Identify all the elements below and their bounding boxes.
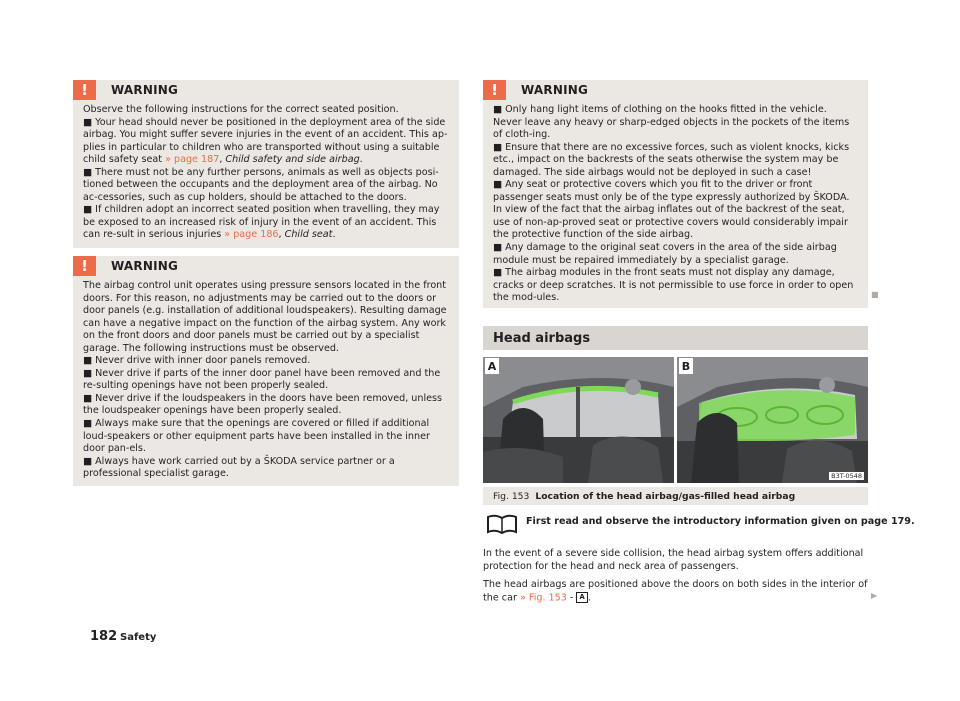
figure-label: B xyxy=(679,358,693,374)
figure-link[interactable]: » Fig. 153 xyxy=(519,592,567,604)
warning-body xyxy=(83,276,449,481)
section-header xyxy=(483,326,868,350)
warning-bullet: ■ Always make sure that the openings are covered or filled if additional loud-speakers or other equipment parts have been installed in the inner door pan-els. xyxy=(83,418,430,455)
figure-b-gas-filled-airbag xyxy=(677,357,868,483)
warning-exclamation-icon: ! xyxy=(73,80,96,100)
warning-header xyxy=(83,256,449,276)
chapter-label: Safety xyxy=(120,632,157,643)
first-read-notice: First read and observe the introductory information given on page 179. xyxy=(526,516,915,527)
warning-bullet: ■ The airbag modules in the front seats must not display any damage, cracks or deep scratches. It is not permissible to use force in order to open the mod-ules. xyxy=(493,267,854,304)
page-link[interactable]: » page 187 xyxy=(165,154,220,166)
warning-exclamation-icon: ! xyxy=(73,256,96,276)
warning-body xyxy=(83,100,449,242)
warning-bullet: ■ Always have work carried out by a ŠKODA service partner or a professional specialist garage. xyxy=(83,455,395,480)
warning-title: WARNING xyxy=(111,259,179,273)
warning-intro: Observe the following instructions for the correct seated position. xyxy=(83,104,399,115)
figure-label: A xyxy=(485,358,499,374)
warning-box-seating xyxy=(73,80,459,248)
page-link[interactable]: » page 186 xyxy=(224,229,279,241)
figure-caption xyxy=(483,487,868,505)
body-paragraph: The head airbags are positioned above the doors on both sides in the interior of the car » Fig. 153 - A . xyxy=(483,579,868,604)
warning-box-seat-covers xyxy=(483,80,868,308)
warning-header xyxy=(83,80,449,100)
warning-exclamation-icon: ! xyxy=(483,80,506,100)
warning-bullet: ■ Never drive if parts of the inner door panel have been removed and the re-sulting openings have not been properly sealed. xyxy=(83,367,441,392)
figure-a-badge: A xyxy=(576,592,587,603)
car-interior-illustration-b xyxy=(677,357,868,483)
figure-number: Fig. 153 xyxy=(493,490,530,502)
warning-bullet: ■ If children adopt an incorrect seated position when travelling, they may be exposed to an increased risk of injury in the event of an accident. This can re-sult in serious injuries » page 186, Child seat. xyxy=(83,204,440,241)
warning-title: WARNING xyxy=(521,83,589,97)
warning-bullet: ■ There must not be any further persons, animals as well as objects posi-tioned between the occupants and the deployment area of the airbag. No ac-cessories, such as cup holders, should be attached to the doors. xyxy=(83,166,439,203)
section-title: Head airbags xyxy=(493,330,591,346)
warning-body xyxy=(493,100,858,305)
car-interior-illustration-a xyxy=(483,357,674,483)
warning-bullet: ■ Ensure that there are no excessive forces, such as violent knocks, kicks etc., impact on the backrests of the seats otherwise the system may be damaged. The side airbags would not be deployed in such a case! xyxy=(493,141,850,178)
figure-code: B3T-0548 xyxy=(831,472,862,480)
warning-bullet: ■ Any seat or protective covers which you fit to the driver or front passenger seats must only be of the type expressly authorized by ŠKODA. In view of the fact that the airbag inflates out of the backrest of the seat, use of non-ap-proved seat or protective covers would considerably impair the protective function of the side airbag. xyxy=(493,179,850,241)
book-icon xyxy=(485,513,519,535)
warning-bullet: ■ Any damage to the original seat covers in the area of the side airbag module must be repaired immediately by a specialist garage. xyxy=(493,242,837,266)
body-paragraph: In the event of a severe side collision, the head airbag system offers additional protection for the head and neck area of passengers. xyxy=(483,548,864,572)
warning-bullet: ■ Only hang light items of clothing on the hooks fitted in the vehicle. Never leave any heavy or sharp-edged objects in the pockets of the items of cloth-ing. xyxy=(493,104,850,141)
warning-bullet: ■ Never drive if the loudspeakers in the doors have been removed, unless the loudspeaker openings have been properly sealed. xyxy=(83,392,443,417)
warning-bullet: ■ Never drive with inner door panels removed. xyxy=(83,355,311,367)
chapter-ref: Child seat xyxy=(284,229,333,241)
warning-intro: The airbag control unit operates using pressure sensors located in the front doors. For this reason, no adjustments may be carried out to the doors or door panels (e.g. installation of additional loudspeakers). Resulting damage can have a negative impact on the function of the airbag system. Any work on the front doors and door panels must be carried out by a specialist garage. The following instructions must be observed. xyxy=(83,280,447,354)
figure-caption-text: Location of the head airbag/gas-filled head airbag xyxy=(535,490,796,502)
warning-title: WARNING xyxy=(111,83,179,97)
section-end-mark: ■ xyxy=(871,290,879,299)
chapter-ref: Child safety and side airbag xyxy=(225,154,360,166)
page-number: 182 xyxy=(90,629,118,644)
continue-arrow-icon: ▶ xyxy=(871,591,878,600)
warning-header xyxy=(493,80,858,100)
warning-box-doors xyxy=(73,256,459,486)
warning-bullet: ■ Your head should never be positioned in the deployment area of the side airbag. You might suffer severe injuries in the event of an accident. This ap-plies in particular to children who are transported without using a suitable child safety seat » page 187, Child safety and side airbag. xyxy=(83,116,448,166)
figure-a-head-airbag xyxy=(483,357,674,483)
